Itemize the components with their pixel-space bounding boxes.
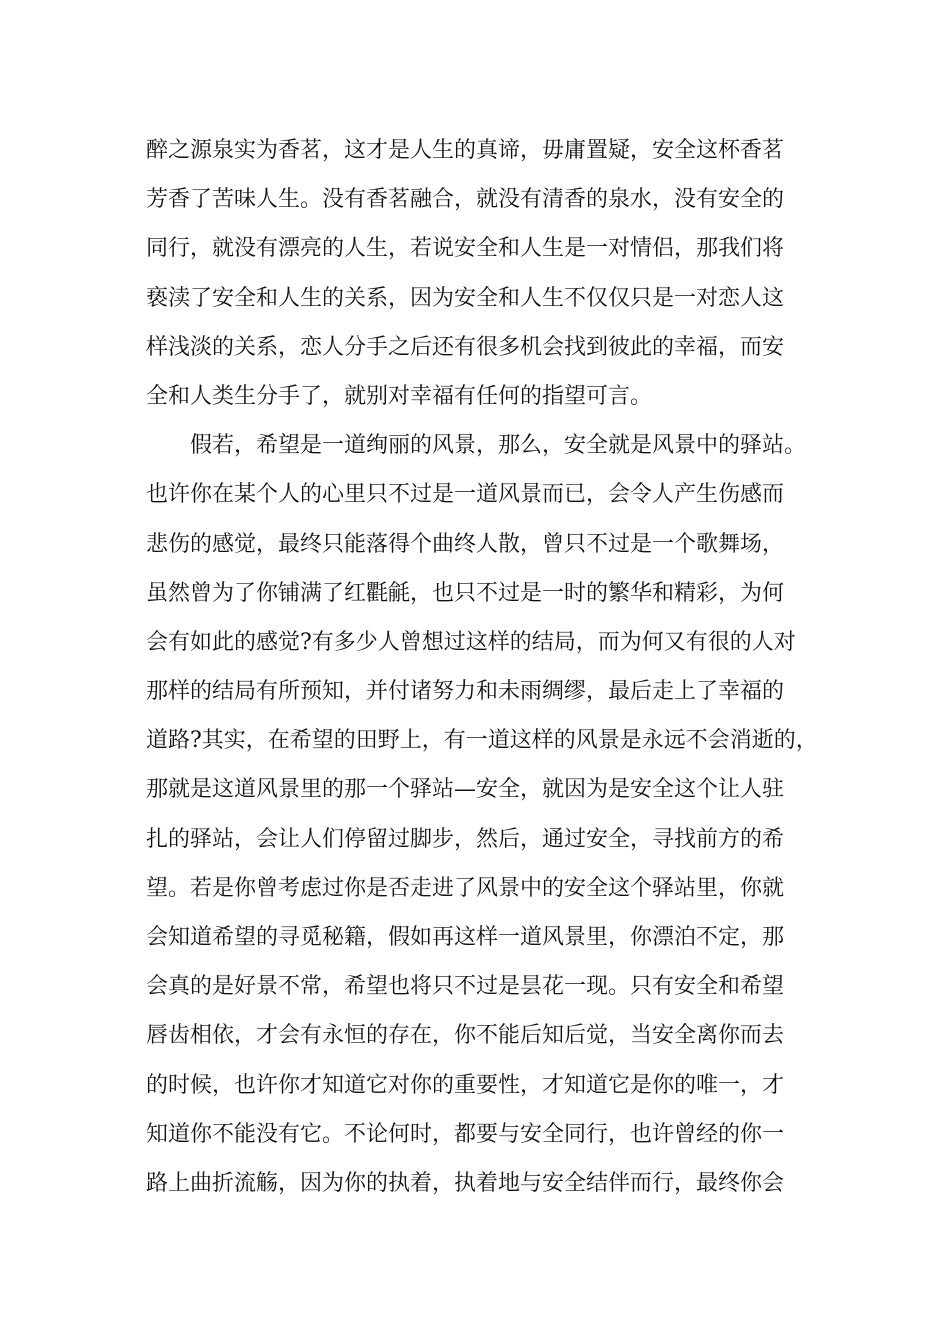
text-line: 芳香了苦味人生。没有香茗融合，就没有清香的泉水，没有安全的	[146, 187, 785, 213]
text-line: 知道你不能没有它。不论何时，都要与安全同行，也许曾经的你一	[146, 1121, 785, 1147]
text-line: 路上曲折流觞，因为你的执着，执着地与安全结伴而行，最终你会	[146, 1170, 785, 1196]
text-line: 道路?其实，在希望的田野上，有一道这样的风景是永远不会消逝的，	[146, 728, 818, 754]
text-line: 那样的结局有所预知，并付诸努力和未雨绸缪，最后走上了幸福的	[146, 679, 785, 705]
text-line: 会有如此的感觉?有多少人曾想过这样的结局，而为何又有很的人对	[146, 629, 796, 655]
text-line: 样浅淡的关系，恋人分手之后还有很多机会找到彼此的幸福，而安	[146, 334, 785, 360]
text-line: 也许你在某个人的心里只不过是一道风景而已，会令人产生伤感而	[146, 482, 785, 508]
text-line: 醉之源泉实为香茗，这才是人生的真谛，毋庸置疑，安全这杯香茗	[146, 138, 785, 163]
text-line: 扎的驿站，会让人们停留过脚步，然后，通过安全，寻找前方的希	[146, 826, 785, 852]
text-line: 亵渎了安全和人生的关系，因为安全和人生不仅仅只是一对恋人这	[146, 285, 785, 311]
text-line: 悲伤的感觉，最终只能落得个曲终人散，曾只不过是一个歌舞场，	[146, 531, 785, 557]
text-line: 会知道希望的寻觅秘籍，假如再这样一道风景里，你漂泊不定，那	[146, 925, 785, 950]
paragraph-start-line: 假若，希望是一道绚丽的风景，那么，安全就是风景中的驿站。	[190, 433, 807, 459]
text-line: 唇齿相依，才会有永恒的存在，你不能后知后觉，当安全离你而去	[146, 1023, 785, 1049]
text-line: 的时候，也许你才知道它对你的重要性，才知道它是你的唯一，才	[146, 1072, 785, 1098]
text-line: 望。若是你曾考虑过你是否走进了风景中的安全这个驿站里，你就	[146, 875, 785, 901]
text-line: 同行，就没有漂亮的人生，若说安全和人生是一对情侣，那我们将	[146, 236, 785, 262]
body-text	[146, 126, 826, 1208]
text-line: 会真的是好景不常，希望也将只不过是昙花一现。只有安全和希望	[146, 974, 785, 1000]
text-line: 全和人类生分手了，就别对幸福有任何的指望可言。	[146, 383, 653, 409]
text-line: 虽然曾为了你铺满了红氍毹，也只不过是一时的繁华和精彩，为何	[146, 580, 785, 606]
text-line: 那就是这道风景里的那一个驿站—安全，就因为是安全这个让人驻	[146, 777, 785, 803]
